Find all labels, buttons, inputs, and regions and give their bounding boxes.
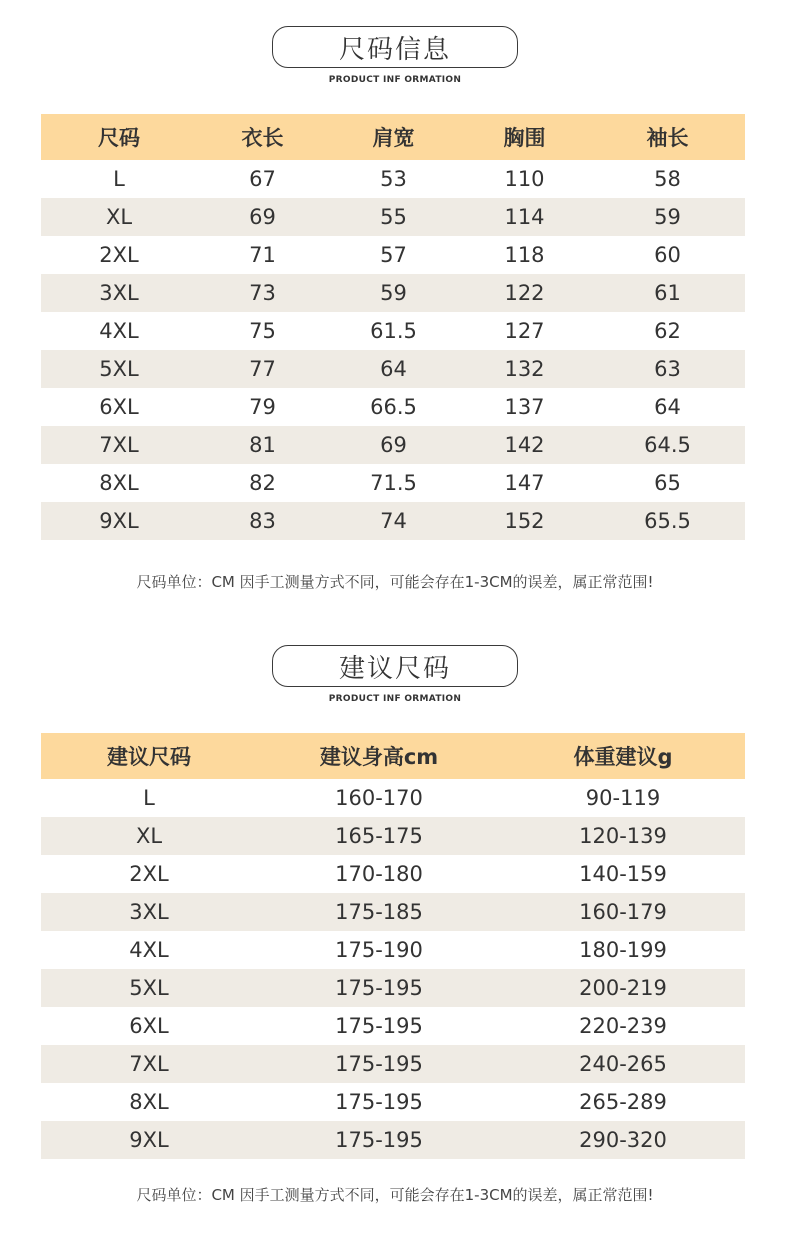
table-cell: L (113, 167, 125, 191)
size-info-subtitle: PRODUCT INF ORMATION (328, 75, 462, 85)
size-info-table (41, 114, 745, 540)
table-row (41, 1121, 745, 1159)
table-cell: 75 (249, 319, 276, 343)
table-cell: 61.5 (370, 319, 417, 343)
size-recommend-header-row (41, 733, 745, 779)
table-cell: 90-119 (585, 786, 661, 810)
size-recommend-title-text: 建议尺码 (338, 653, 451, 684)
table-cell: 5XL (41, 350, 197, 388)
table-row (41, 1007, 745, 1045)
table-row (41, 931, 745, 969)
size-info-header-cell: 袖长 (590, 114, 745, 160)
table-cell: 65.5 (590, 502, 745, 540)
table-cell: 290-320 (501, 1121, 745, 1159)
table-cell: 4XL (129, 938, 169, 962)
table-cell: 127 (504, 319, 545, 343)
table-row (41, 779, 745, 817)
table-cell: 118 (504, 243, 545, 267)
table-row (41, 1045, 745, 1083)
table-cell: 6XL (99, 395, 139, 419)
table-cell: 120-139 (501, 817, 745, 855)
table-cell: 160-179 (501, 893, 745, 931)
table-cell: L (143, 786, 155, 810)
table-cell: 175-195 (335, 1090, 423, 1114)
table-cell: 58 (654, 167, 681, 191)
table-cell: 122 (459, 274, 590, 312)
size-info-title (272, 26, 518, 68)
table-row (41, 502, 745, 540)
table-cell: 71 (249, 243, 276, 267)
size-info-header-cell: 胸围 (459, 114, 590, 160)
table-cell: 152 (459, 502, 590, 540)
table-cell: 175-195 (257, 969, 501, 1007)
table-cell: 79 (249, 395, 276, 419)
table-cell: 73 (197, 274, 328, 312)
size-info-header-cell: 衣长 (197, 114, 328, 160)
table-row (41, 855, 745, 893)
table-cell: 175-190 (335, 938, 423, 962)
size-recommend-section (0, 620, 790, 1243)
table-cell: 4XL (99, 319, 139, 343)
table-cell: 147 (504, 471, 545, 495)
table-cell: 62 (654, 319, 681, 343)
table-cell: 165-175 (257, 817, 501, 855)
table-cell: 6XL (129, 1014, 169, 1038)
table-cell: 7XL (41, 426, 197, 464)
table-cell: 220-239 (579, 1014, 667, 1038)
size-recommend-note: 尺码单位：CM 因手工测量方式不同，可能会存在1-3CM的误差，属正常范围! (136, 1186, 654, 1204)
table-cell: 64 (328, 350, 459, 388)
table-cell: 74 (328, 502, 459, 540)
table-cell: 137 (504, 395, 545, 419)
table-cell: 55 (328, 198, 459, 236)
table-cell: XL (41, 817, 257, 855)
size-recommend-header-cell: 体重建议g (501, 733, 745, 779)
size-info-note: 尺码单位：CM 因手工测量方式不同，可能会存在1-3CM的误差，属正常范围! (136, 573, 654, 591)
size-info-title-text: 尺码信息 (338, 34, 451, 65)
table-cell: 67 (249, 167, 276, 191)
table-cell: 9XL (41, 1121, 257, 1159)
size-info-section (0, 0, 790, 600)
table-cell: 69 (197, 198, 328, 236)
table-cell: 240-265 (501, 1045, 745, 1083)
table-row (41, 893, 745, 931)
size-recommend-header-cell: 建议身高cm (257, 733, 501, 779)
table-row (41, 198, 745, 236)
table-cell: 2XL (99, 243, 139, 267)
size-info-header-cell: 肩宽 (328, 114, 459, 160)
table-cell: 59 (590, 198, 745, 236)
table-cell: 140-159 (579, 862, 667, 886)
table-cell: 64.5 (590, 426, 745, 464)
table-cell: 142 (459, 426, 590, 464)
table-cell: 53 (380, 167, 407, 191)
size-recommend-subtitle: PRODUCT INF ORMATION (328, 694, 462, 704)
table-cell: 60 (654, 243, 681, 267)
table-cell: 7XL (41, 1045, 257, 1083)
size-recommend-table (41, 733, 745, 1159)
table-cell: XL (41, 198, 197, 236)
table-row (41, 426, 745, 464)
table-row (41, 312, 745, 350)
table-cell: 8XL (129, 1090, 169, 1114)
table-cell: 180-199 (579, 938, 667, 962)
size-recommend-title (272, 645, 518, 687)
table-cell: 160-170 (335, 786, 423, 810)
table-cell: 170-180 (335, 862, 423, 886)
table-cell: 3XL (41, 274, 197, 312)
table-row (41, 817, 745, 855)
size-info-header-row (41, 114, 745, 160)
table-cell: 59 (328, 274, 459, 312)
table-row (41, 274, 745, 312)
table-cell: 61 (590, 274, 745, 312)
table-row (41, 969, 745, 1007)
table-cell: 57 (380, 243, 407, 267)
table-cell: 132 (459, 350, 590, 388)
table-cell: 114 (459, 198, 590, 236)
size-info-header-cell: 尺码 (41, 114, 197, 160)
table-cell: 9XL (41, 502, 197, 540)
table-row (41, 160, 745, 198)
table-cell: 65 (654, 471, 681, 495)
table-cell: 83 (197, 502, 328, 540)
table-cell: 81 (197, 426, 328, 464)
table-cell: 175-195 (257, 1121, 501, 1159)
table-cell: 82 (249, 471, 276, 495)
table-cell: 175-185 (257, 893, 501, 931)
table-cell: 110 (504, 167, 545, 191)
table-cell: 63 (590, 350, 745, 388)
table-cell: 8XL (99, 471, 139, 495)
table-cell: 265-289 (579, 1090, 667, 1114)
table-row (41, 388, 745, 426)
table-row (41, 464, 745, 502)
table-row (41, 350, 745, 388)
table-cell: 64 (654, 395, 681, 419)
table-cell: 2XL (129, 862, 169, 886)
table-row (41, 236, 745, 274)
table-cell: 200-219 (501, 969, 745, 1007)
table-cell: 3XL (41, 893, 257, 931)
table-cell: 5XL (41, 969, 257, 1007)
table-cell: 175-195 (257, 1045, 501, 1083)
size-recommend-header-cell: 建议尺码 (41, 733, 257, 779)
table-cell: 77 (197, 350, 328, 388)
table-cell: 66.5 (370, 395, 417, 419)
table-cell: 69 (328, 426, 459, 464)
table-cell: 71.5 (370, 471, 417, 495)
table-row (41, 1083, 745, 1121)
table-cell: 175-195 (335, 1014, 423, 1038)
